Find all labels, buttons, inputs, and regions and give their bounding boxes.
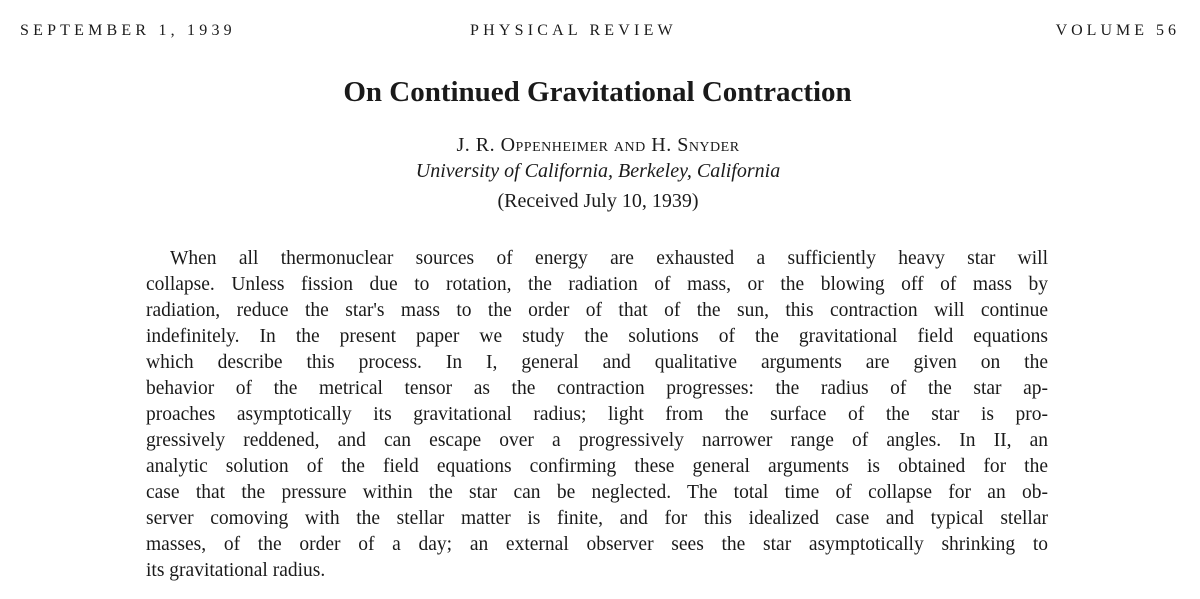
abstract-line: server comoving with the stellar matter is finite, and for this idealized case and typical stellar — [146, 508, 1048, 529]
abstract-line: radiation, reduce the star's mass to the order of that of the sun, this contraction will continue — [146, 300, 1048, 321]
abstract-line: gressively reddened, and can escape over a progressively narrower range of angles. In II, an — [146, 430, 1048, 451]
abstract-line: analytic solution of the field equations confirming these general arguments is obtained for the — [146, 456, 1048, 477]
affiliation: University of California, Berkeley, California — [415, 160, 781, 182]
abstract-line: proaches asymptotically its gravitational radius; light from the surface of the star is pro- — [146, 404, 1048, 425]
volume-number: VOLUME 56 — [1055, 22, 1180, 39]
abstract-line: collapse. Unless fission due to rotation, the radiation of mass, or the blowing off of mass by — [146, 274, 1048, 295]
paper-title: On Continued Gravitational Contraction — [343, 76, 852, 108]
journal-name: PHYSICAL REVIEW — [470, 22, 677, 39]
abstract-line: which describe this process. In I, general and qualitative arguments are given on the — [146, 352, 1048, 373]
abstract — [146, 246, 1048, 584]
abstract-line: indefinitely. In the present paper we study the solutions of the gravitational field equations — [146, 326, 1048, 347]
abstract-line: behavior of the metrical tensor as the contraction progresses: the radius of the star ap- — [146, 378, 1048, 399]
abstract-line: its gravitational radius. — [146, 560, 326, 581]
abstract-line: masses, of the order of a day; an external observer sees the star asymptotically shrinking to — [146, 534, 1048, 555]
authors: J. R. Oppenheimer and H. Snyder — [456, 134, 740, 156]
received-date: (Received July 10, 1939) — [497, 190, 699, 212]
running-header — [0, 22, 1200, 46]
abstract-line: case that the pressure within the star can be neglected. The total time of collapse for an ob- — [146, 482, 1048, 503]
issue-date: SEPTEMBER 1, 1939 — [20, 22, 236, 39]
abstract-line: When all thermonuclear sources of energy are exhausted a sufficiently heavy star will — [170, 248, 1048, 269]
